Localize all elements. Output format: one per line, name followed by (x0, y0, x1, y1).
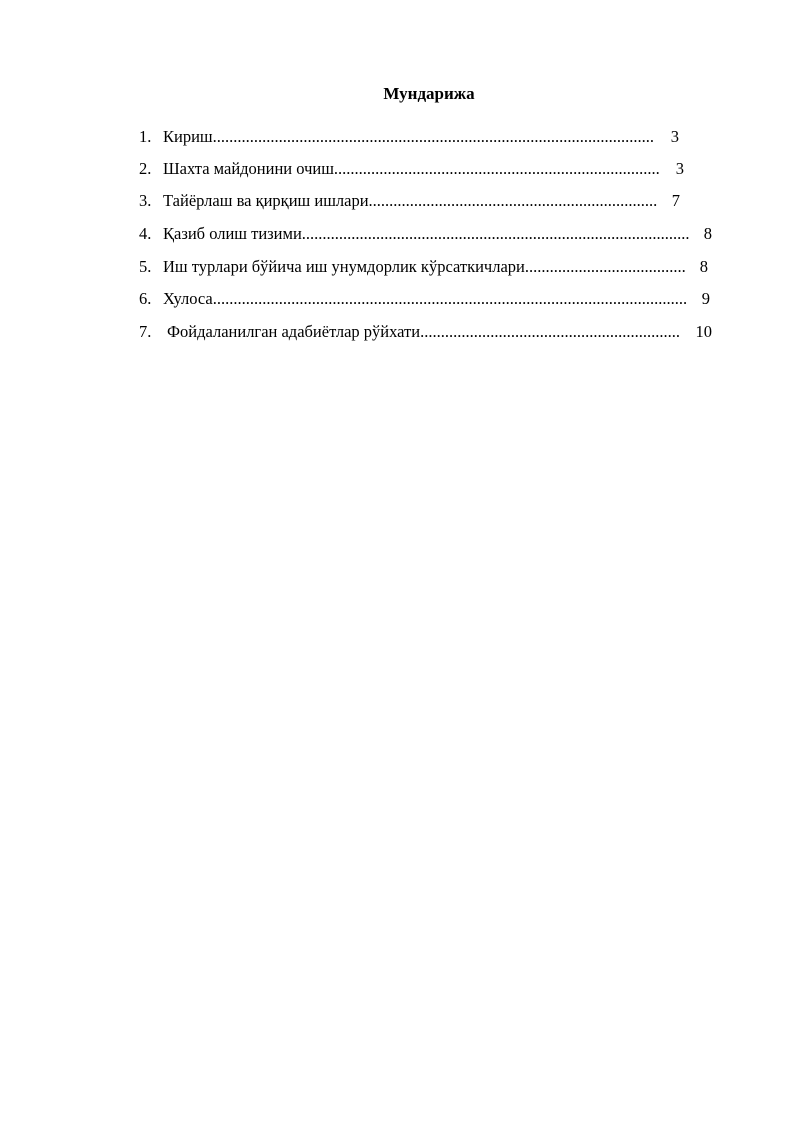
toc-leader: ....................................... (524, 257, 686, 276)
toc-item-page: 8 (699, 257, 708, 276)
toc-item-number: 4. (139, 224, 152, 243)
toc-leader: .............................................................................................. (301, 224, 690, 243)
toc-leader: ............................................................................... (333, 159, 660, 178)
toc-item-text: Қазиб олиш тизими (163, 224, 302, 243)
toc-item-number: 6. (139, 289, 152, 308)
toc-item-2 (139, 159, 684, 179)
toc-item-3 (139, 191, 680, 211)
toc-item-text: Кириш (163, 127, 213, 146)
toc-item-text: Фойдаланилган адабиётлар рўйхати (167, 322, 421, 341)
toc-title: Мундарижа (383, 84, 475, 103)
toc-item-7 (139, 322, 712, 342)
toc-item-number: 2. (139, 159, 152, 178)
toc-item-text: Шахта майдонини очиш (163, 159, 334, 178)
toc-leader: ............................................................... (420, 322, 680, 341)
toc-leader: ................................................................................................................... (212, 289, 688, 308)
toc-item-number: 5. (139, 257, 152, 276)
toc-leader: ...................................................................... (368, 191, 658, 210)
toc-list (0, 0, 800, 400)
toc-item-number: 7. (139, 322, 152, 341)
toc-item-number: 1. (139, 127, 152, 146)
toc-item-5 (139, 257, 708, 277)
toc-item-6 (139, 289, 710, 309)
toc-item-page: 7 (671, 191, 680, 210)
toc-item-page: 3 (670, 127, 679, 146)
toc-item-page: 3 (675, 159, 684, 178)
toc-item-page: 8 (703, 224, 712, 243)
toc-item-1 (139, 127, 679, 147)
toc-leader: ........................................................................................................... (212, 127, 654, 146)
toc-item-page: 9 (701, 289, 710, 308)
toc-item-text: Хулоса (163, 289, 213, 308)
toc-item-text: Иш турлари бўйича иш унумдорлик кўрсаткичлари (163, 257, 525, 276)
toc-item-number: 3. (139, 191, 152, 210)
toc-item-page: 10 (695, 322, 712, 341)
toc-item-4 (139, 224, 712, 244)
toc-item-text: Тайёрлаш ва қирқиш ишлари (163, 191, 369, 210)
